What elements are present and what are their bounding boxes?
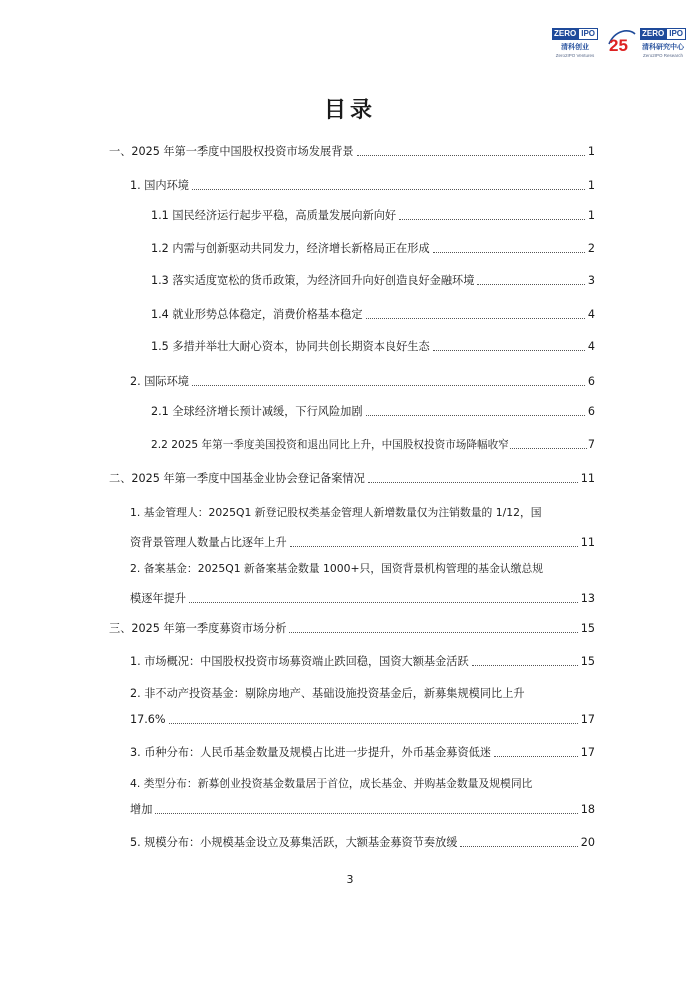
leader-dots [433,350,585,351]
leader-dots [189,602,578,603]
toc-entry-label: 1.4 就业形势总体稳定，消费价格基本稳定 [151,308,363,321]
toc-entry-label: 3. 币种分布：人民币基金数量及规模占比进一步提升，外币基金募资低迷 [130,746,492,759]
leader-dots [472,665,578,666]
toc-entry-label: 2.2 2025 年第一季度美国投资和退出同比上升，中国股权投资市场降幅收窄 [151,439,509,451]
toc-page-number: 4 [587,308,595,321]
toc-page-number: 20 [580,836,595,849]
toc-entry[interactable] [130,686,595,728]
toc-entry[interactable] [130,561,595,607]
toc-entry-label: 1. 市场概况：中国股权投资市场募资端止跌回稳，国资大额基金活跃 [130,655,469,668]
toc-entry-label-line1: 2. 备案基金：2025Q1 新备案基金数量 1000+只，国资背景机构管理的基金认缴总规 [130,562,544,575]
toc-entry-label: 1.1 国民经济运行起步平稳，高质量发展向新向好 [151,209,397,222]
toc-entry[interactable] [151,307,595,323]
toc-entry[interactable] [151,273,595,289]
toc-page-number: 1 [587,209,595,222]
toc-page-number: 2 [587,242,595,255]
toc-entry[interactable] [109,621,595,637]
logo-ipo-text: IPO [578,28,598,40]
toc-page-number: 13 [580,592,595,605]
toc-page-number: 17 [580,713,595,726]
leader-dots [460,846,577,847]
page-title: 目录 [323,98,376,123]
toc-entry[interactable] [151,437,595,453]
leader-dots [433,252,585,253]
toc-page-number: 1 [587,179,595,192]
toc-entry[interactable] [130,776,595,818]
anniversary-25-logo [605,26,637,54]
toc-entry-label: 2.1 全球经济增长预计减缓，下行风险加剧 [151,405,363,418]
leader-dots [192,189,585,190]
toc-page-number: 6 [587,375,595,388]
toc-entry[interactable] [109,471,595,487]
toc-page-number: 1 [587,145,595,158]
leader-dots [366,415,585,416]
leader-dots [155,813,577,814]
logo-zero2ipo-ventures [552,28,598,58]
leader-dots [399,219,585,220]
toc-page-number: 3 [587,274,595,287]
toc-entry[interactable] [130,745,595,761]
toc-entry-label-line1: 1. 基金管理人：2025Q1 新登记股权类基金管理人新增数量仅为注销数量的 1/12，国 [130,506,542,519]
toc-entry-label: 1.5 多措并举壮大耐心资本，协同共创长期资本良好生态 [151,340,430,353]
leader-dots [289,632,577,633]
toc-page-number: 4 [587,340,595,353]
toc-entry-label: 1.2 内需与创新驱动共同发力，经济增长新格局正在形成 [151,242,430,255]
toc-page-number: 11 [580,536,595,549]
toc-entry-label: 增加 [130,803,153,816]
toc-entry-label: 2. 国际环境 [130,375,189,388]
toc-page-number: 11 [580,472,595,485]
logo-en-name: Zero2IPO Ventures [555,53,595,58]
leader-dots [366,318,585,319]
logo-zero-text: ZERO [642,29,665,38]
leader-dots [357,155,585,156]
logo-ipo-text: IPO [666,28,686,40]
toc-entry-label: 17.6% [130,713,166,726]
leader-dots [290,546,578,547]
toc-entry[interactable] [130,374,595,390]
toc-page-number: 15 [580,622,595,635]
leader-dots [510,448,587,449]
toc-entry[interactable] [130,654,595,670]
toc-entry-label: 1. 国内环境 [130,179,189,192]
logo-cn-name: 清科创业 [561,43,589,51]
toc-entry[interactable] [151,339,595,355]
toc-entry[interactable] [151,208,595,224]
leader-dots [494,756,578,757]
leader-dots [192,385,585,386]
page-number: 3 [346,873,354,886]
toc-entry-label: 模逐年提升 [130,592,186,605]
logo-en-name: Zero2IPO Research [642,53,684,58]
logo-25-text: 25 [609,36,628,54]
logo-wordmark [552,28,598,40]
toc-entry-label: 一、2025 年第一季度中国股权投资市场发展背景 [109,145,354,158]
logo-zero-text: ZERO [554,29,577,38]
toc-page-number: 15 [580,655,595,668]
toc-entry[interactable] [130,505,595,551]
leader-dots [477,284,584,285]
toc-entry-label: 二、2025 年第一季度中国基金业协会登记备案情况 [109,472,365,485]
toc-entry[interactable] [130,178,595,194]
toc-page-number: 17 [580,746,595,759]
toc-entry[interactable] [130,835,595,851]
toc-entry-label: 三、2025 年第一季度募资市场分析 [109,622,287,635]
leader-dots [368,482,578,483]
toc-entry-label-line1: 2. 非不动产投资基金：剔除房地产、基础设施投资基金后，新募集规模同比上升 [130,687,525,700]
toc-page-number: 6 [587,405,595,418]
toc-page-number: 18 [580,803,595,816]
toc-entry[interactable] [151,241,595,257]
toc-entry[interactable] [151,404,595,420]
logo-wordmark [640,28,686,40]
logo-cn-name: 清科研究中心 [642,43,684,51]
logo-zero2ipo-research [640,28,686,58]
toc-page-number: 7 [587,438,595,451]
toc-entry-label: 5. 规模分布：小规模基金设立及募集活跃，大额基金募资节奏放缓 [130,836,458,849]
toc-entry-label: 1.3 落实适度宽松的货币政策，为经济回升向好创造良好金融环境 [151,274,475,287]
toc-entry[interactable] [109,144,595,160]
toc-entry-label-line1: 4. 类型分布：新募创业投资基金数量居于首位，成长基金、并购基金数量及规模同比 [130,777,533,790]
leader-dots [169,723,578,724]
toc-entry-label: 资背景管理人数量占比逐年上升 [130,536,287,549]
